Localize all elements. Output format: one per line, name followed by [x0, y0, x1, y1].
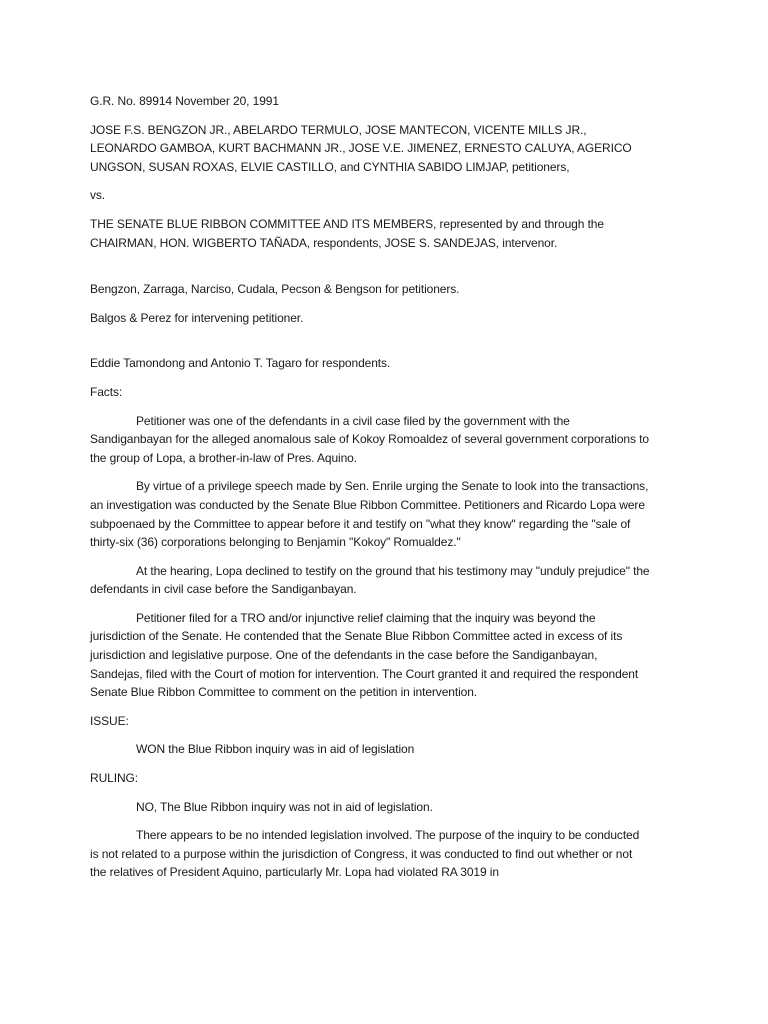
respondents-paragraph: THE SENATE BLUE RIBBON COMMITTEE AND ITS MEMBERS, represented by and through the CHAIRMAN, HON. WIGBERTO TAÑADA, respondents, JOSE S. SANDEJAS, intervenor.: [90, 216, 604, 250]
ruling-statement: NO, The Blue Ribbon inquiry was not in aid of legislation.: [136, 799, 433, 814]
facts-paragraph: Petitioner was one of the defendants in a civil case filed by the government with the Sandiganbayan for the alleged anomalous sale of Kokoy Romoaldez of several government corporations to the group of Lopa, a brother-in-law of Pres. Aquino.: [90, 413, 649, 465]
case-number: G.R. No. 89914 November 20, 1991: [90, 94, 279, 108]
issue-statement: WON the Blue Ribbon inquiry was in aid of legislation: [136, 742, 415, 757]
facts-paragraph: At the hearing, Lopa declined to testify on the ground that his testimony may "unduly prejudice" the defendants in civil case before the Sandiganbayan.: [90, 563, 650, 597]
counsel-petitioners: Bengzon, Zarraga, Narciso, Cudala, Pecson & Bengson for petitioners.: [90, 282, 460, 297]
ruling-heading: RULING:: [90, 771, 138, 786]
facts-heading: Facts:: [90, 384, 123, 399]
facts-paragraph: By virtue of a privilege speech made by Sen. Enrile urging the Senate to look into the transactions, an investigation was conducted by the Senate Blue Ribbon Committee. Petitioners and Ricardo Lopa were subpoenaed by the Committee to appear before it and testify on "what they know" regarding the "sale of thirty-six (36) corporations belonging to Benjamin "Kokoy" Romualdez.": [90, 479, 649, 550]
ruling-discussion: There appears to be no intended legislation involved. The purpose of the inquiry to be conducted is not related to a purpose within the jurisdiction of Congress, it was conducted to find out whether or not the relatives of President Aquino, particularly Mr. Lopa had violated RA 3019 in: [90, 828, 640, 880]
counsel-respondents: Eddie Tamondong and Antonio T. Tagaro for respondents.: [90, 356, 391, 371]
document-body: [90, 92, 650, 892]
counsel-intervenor: Balgos & Perez for intervening petitioner.: [90, 310, 304, 325]
petitioners-paragraph: JOSE F.S. BENGZON JR., ABELARDO TERMULO, JOSE MANTECON, VICENTE MILLS JR., LEONARDO GAMBOA, KURT BACHMANN JR., JOSE V.E. JIMENEZ, ERNESTO CALUYA, AGERICO UNGSON, SUSAN ROXAS, ELVIE CASTILLO, and CYNTHIA SABIDO LIMJAP, petitioners,: [90, 122, 632, 174]
facts-paragraph: Petitioner filed for a TRO and/or injunctive relief claiming that the inquiry was beyond the jurisdiction of the Senate. He contended that the Senate Blue Ribbon Committee acted in excess of its jurisdiction and legislative purpose. One of the defendants in the case before the Sandiganbayan, Sandejas, filed with the Court of motion for intervention. The Court granted it and required the respondent Senate Blue Ribbon Committee to comment on the petition in intervention.: [90, 610, 639, 700]
versus-label: vs.: [90, 188, 106, 203]
issue-heading: ISSUE:: [90, 713, 129, 728]
